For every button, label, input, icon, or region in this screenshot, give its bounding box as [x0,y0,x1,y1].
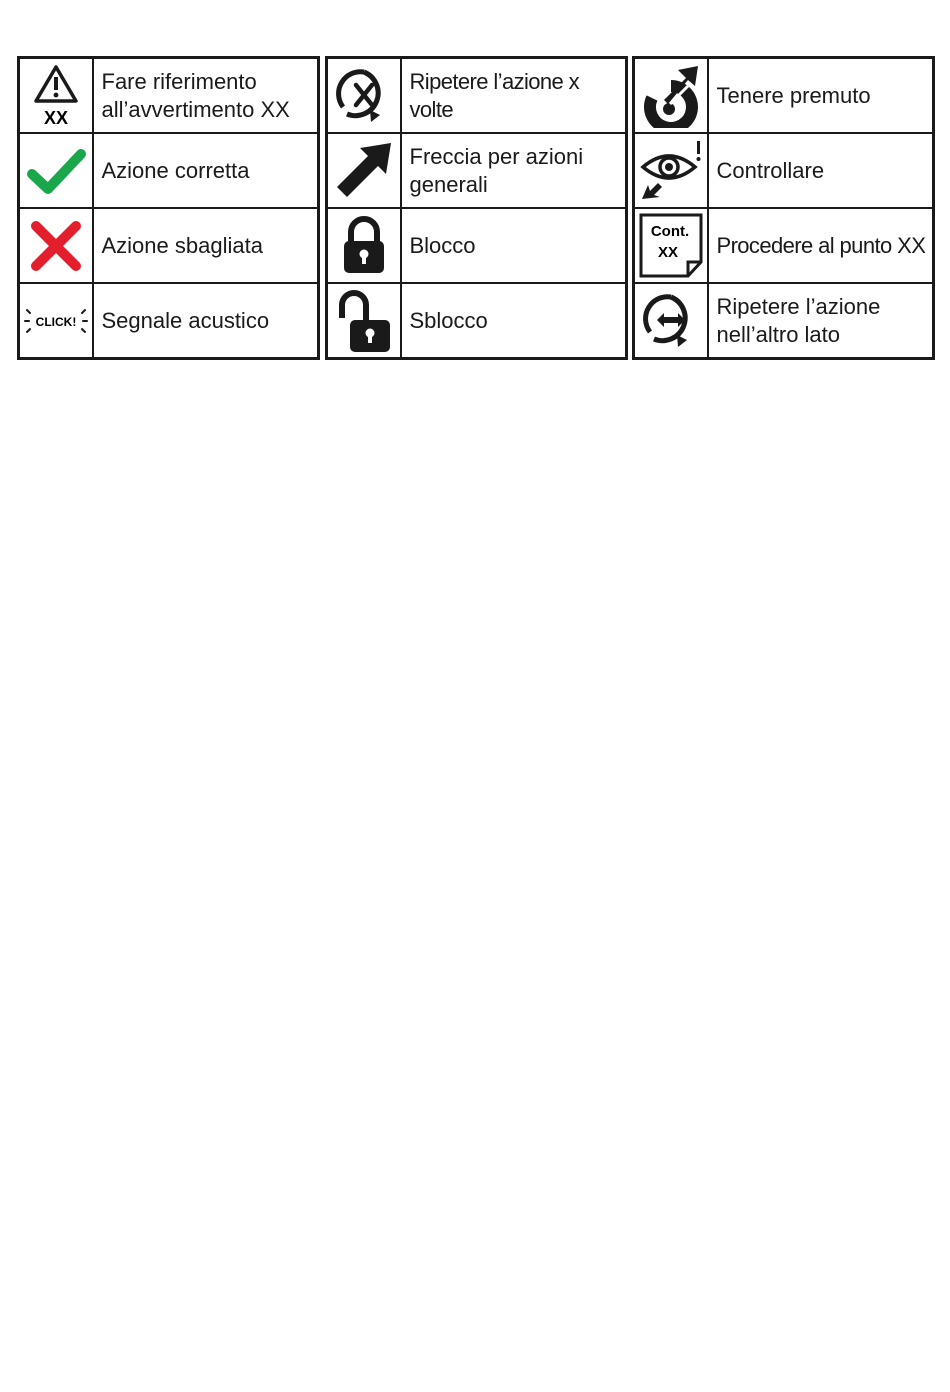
repeat-other-side-icon [640,290,702,352]
legend-row [327,208,627,283]
legend-row [327,283,627,359]
lock-open-icon [336,288,392,354]
click-sound-icon [23,304,89,338]
legend-label: Azione sbagliata [93,208,319,283]
lock-closed-icon [341,215,387,277]
arrow-icon [333,139,395,203]
press-hold-icon [640,64,702,128]
legend-row [327,133,627,208]
legend-table-column-2 [325,56,628,360]
legend-row [634,208,934,283]
legend-label: Tenere premuto [708,58,934,134]
continue-note-text-cont: Cont. [650,222,689,240]
legend-row [19,208,319,283]
legend-label: Fare riferimento all’avvertimento XX [93,58,319,134]
warning-reference-text: XX [43,107,68,128]
legend-label: Ripetere l’azione nell’altro lato [708,283,934,359]
legend-label: Controllare [708,133,934,208]
legend-row [327,58,627,134]
legend-row [19,133,319,208]
repeat-x-times-icon [333,65,395,127]
legend-row [634,58,934,134]
continue-note-text-xx: XX [657,243,678,261]
legend-label: Blocco [401,208,627,283]
legend-label: Segnale acustico [93,283,319,359]
warning-reference-icon [31,64,81,128]
legend-label: Azione corretta [93,133,319,208]
cross-icon [28,218,84,274]
legend-row [19,58,319,134]
eye-check-icon [638,139,704,203]
legend-label: Sblocco [401,283,627,359]
click-sound-text: CLICK! [35,314,77,329]
legend-row [634,133,934,208]
legend-label: Freccia per azioni generali [401,133,627,208]
legend-label: Ripetere l’azione x volte [401,58,627,134]
legend-label: Procedere al punto XX [708,208,934,283]
legend-table-column-1 [17,56,320,360]
legend-row [19,283,319,359]
continue-note-icon [638,212,704,280]
legend-table-column-3 [632,56,935,360]
legend-row [634,283,934,359]
check-icon [26,146,86,196]
